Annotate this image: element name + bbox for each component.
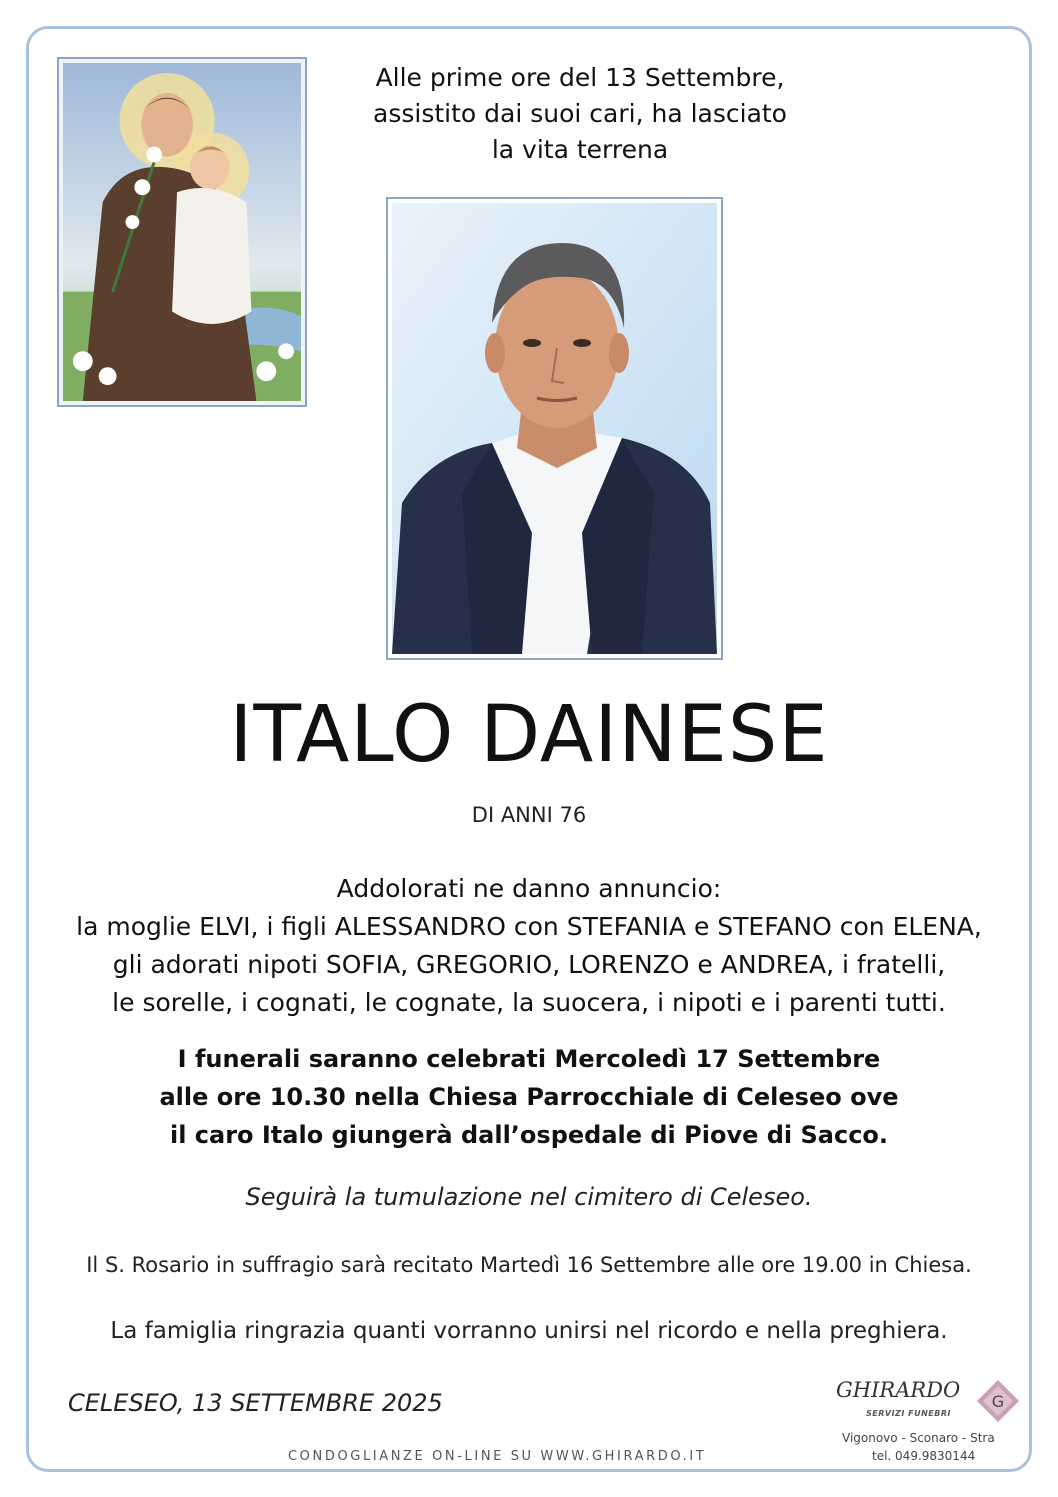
funeral-home-subtitle: SERVIZI FUNEBRI [866, 1409, 951, 1418]
funeral-line: I funerali saranno celebrati Mercoledì 17 Settembre [177, 1045, 881, 1073]
announcement-line: la moglie ELVI, i figli ALESSANDRO con STEFANIA e STEFANO con ELENA, [76, 912, 982, 941]
funeral-line: alle ore 10.30 nella Chiesa Parrocchiale di Celeseo ove [159, 1083, 899, 1111]
funeral-home-diamond-icon [975, 1378, 1021, 1424]
funeral-home-phone: tel. 049.9830144 [872, 1449, 976, 1463]
funeral-details [0, 1040, 1058, 1154]
announcement-line: Addolorati ne danno annuncio: [336, 874, 722, 903]
burial-note: Seguirà la tumulazione nel cimitero di Celeseo. [245, 1183, 813, 1211]
family-thanks: La famiglia ringrazia quanti vorranno unirsi nel ricordo e nella preghiera. [110, 1318, 948, 1344]
intro-line: la vita terrena [491, 135, 669, 164]
rosary-note: Il S. Rosario in suffragio sarà recitato Martedì 16 Settembre alle ore 19.00 in Chiesa. [86, 1253, 972, 1277]
funeral-home-logo [830, 1376, 1030, 1468]
logo-letter: G [991, 1392, 1005, 1411]
deceased-age: DI ANNI 76 [471, 803, 587, 827]
deceased-portrait-image [386, 197, 723, 660]
funeral-home-locations: Vigonovo - Sconaro - Stra [842, 1431, 995, 1445]
announcement-line: gli adorati nipoti SOFIA, GREGORIO, LORENZO e ANDREA, i fratelli, [112, 950, 946, 979]
announcement-line: le sorelle, i cognati, le cognate, la suocera, i nipoti e i parenti tutti. [112, 988, 946, 1017]
funeral-line: il caro Italo giungerà dall’ospedale di Piove di Sacco. [169, 1121, 889, 1149]
funeral-home-name: GHIRARDO [836, 1378, 961, 1402]
family-announcement [0, 870, 1058, 1022]
condolences-link[interactable]: CONDOGLIANZE ON-LINE SU WWW.GHIRARDO.IT [288, 1449, 707, 1464]
portrait-illustration [392, 203, 717, 654]
saint-illustration [63, 63, 301, 401]
place-and-date: CELESEO, 13 SETTEMBRE 2025 [68, 1389, 443, 1417]
intro-line: assistito dai suoi cari, ha lasciato [373, 99, 787, 128]
deceased-name: ITALO DAINESE [229, 690, 829, 780]
intro-text [320, 60, 840, 168]
intro-line: Alle prime ore del 13 Settembre, [375, 63, 785, 92]
saint-holy-card-image [57, 57, 307, 407]
